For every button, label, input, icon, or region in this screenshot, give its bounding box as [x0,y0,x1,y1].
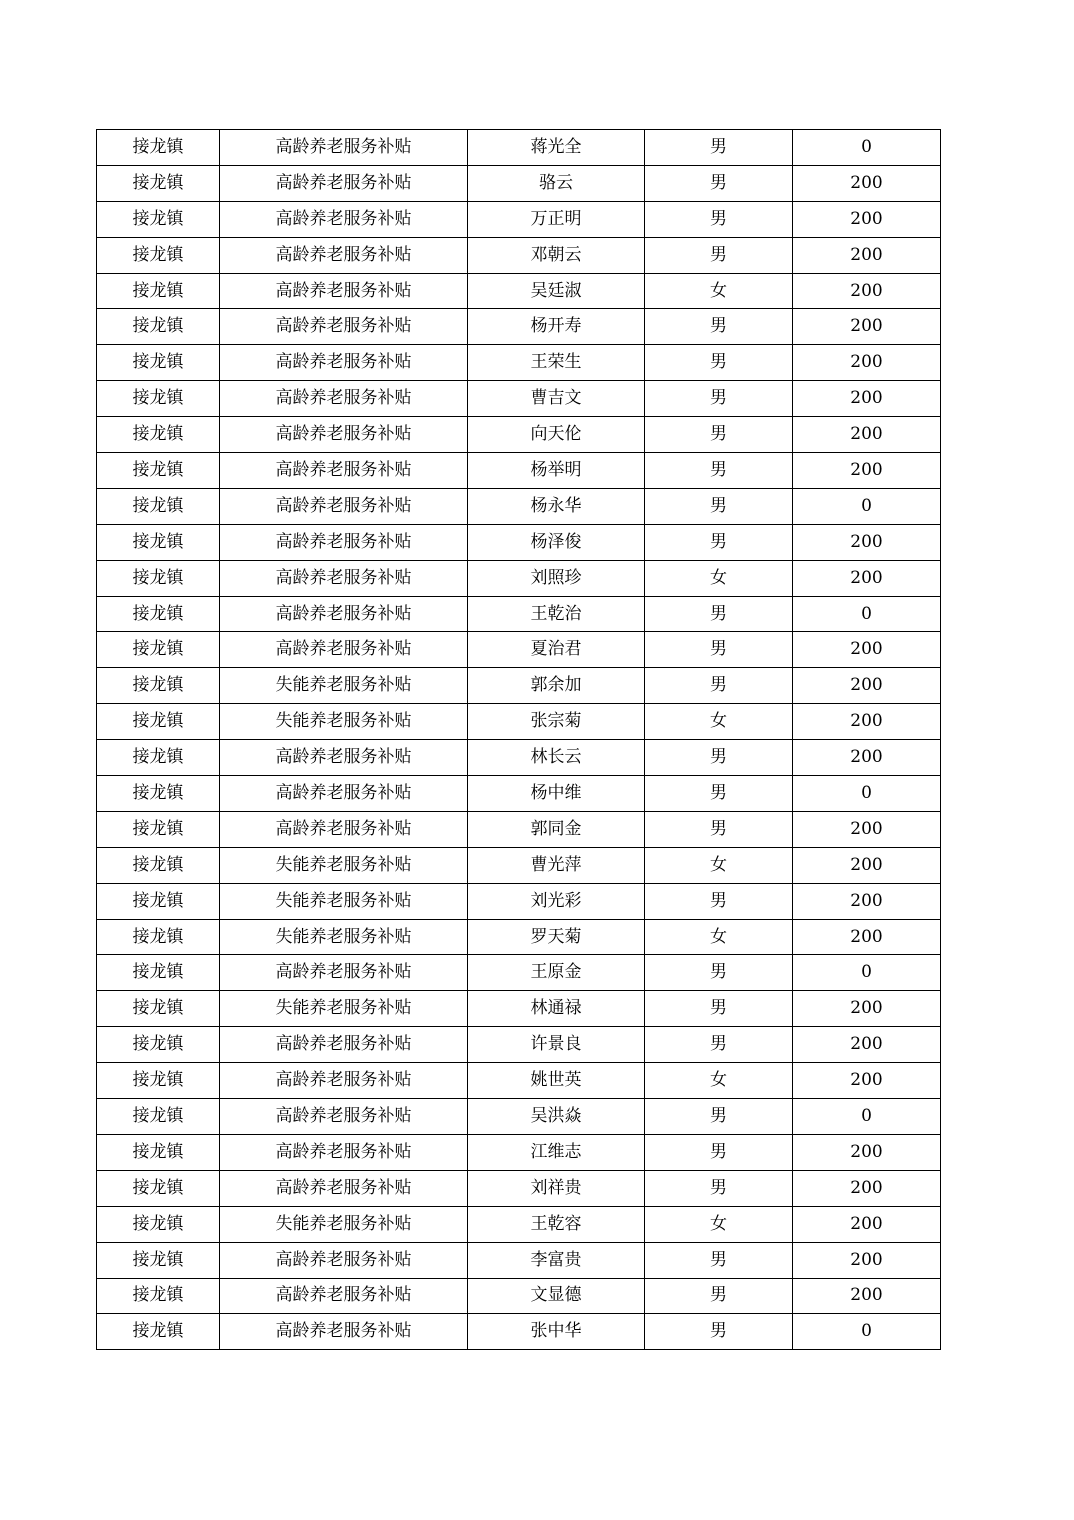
name-cell: 刘祥贵 [468,1170,645,1206]
amount-cell: 200 [793,453,941,489]
town-cell: 接龙镇 [97,560,220,596]
town-cell: 接龙镇 [97,130,220,166]
amount-cell: 200 [793,1242,941,1278]
subsidy-type-cell: 高龄养老服务补贴 [220,1099,468,1135]
amount-cell: 200 [793,811,941,847]
name-cell: 杨举明 [468,453,645,489]
name-cell: 张宗菊 [468,704,645,740]
amount-cell: 200 [793,273,941,309]
town-cell: 接龙镇 [97,811,220,847]
amount-cell: 0 [793,130,941,166]
table-row [97,1206,941,1242]
subsidy-type-cell: 高龄养老服务补贴 [220,1134,468,1170]
table-row [97,811,941,847]
subsidy-type-cell: 高龄养老服务补贴 [220,453,468,489]
table-row [97,991,941,1027]
table-row [97,776,941,812]
town-cell: 接龙镇 [97,632,220,668]
subsidy-type-cell: 失能养老服务补贴 [220,919,468,955]
gender-cell: 女 [645,273,793,309]
amount-cell: 200 [793,237,941,273]
gender-cell: 男 [645,309,793,345]
subsidy-type-cell: 高龄养老服务补贴 [220,740,468,776]
town-cell: 接龙镇 [97,345,220,381]
name-cell: 罗天菊 [468,919,645,955]
amount-cell: 200 [793,1278,941,1314]
gender-cell: 女 [645,560,793,596]
table-row [97,453,941,489]
gender-cell: 男 [645,345,793,381]
amount-cell: 200 [793,524,941,560]
town-cell: 接龙镇 [97,309,220,345]
table-row [97,201,941,237]
subsidy-type-cell: 高龄养老服务补贴 [220,309,468,345]
amount-cell: 200 [793,919,941,955]
town-cell: 接龙镇 [97,273,220,309]
amount-cell: 200 [793,345,941,381]
amount-cell: 0 [793,1099,941,1135]
subsidy-type-cell: 失能养老服务补贴 [220,883,468,919]
town-cell: 接龙镇 [97,488,220,524]
name-cell: 许景良 [468,1027,645,1063]
amount-cell: 200 [793,668,941,704]
gender-cell: 男 [645,201,793,237]
gender-cell: 男 [645,632,793,668]
gender-cell: 男 [645,740,793,776]
name-cell: 蒋光全 [468,130,645,166]
town-cell: 接龙镇 [97,1063,220,1099]
table-row [97,130,941,166]
gender-cell: 男 [645,811,793,847]
name-cell: 万正明 [468,201,645,237]
name-cell: 郭余加 [468,668,645,704]
table-row [97,381,941,417]
table-row [97,1099,941,1135]
amount-cell: 200 [793,632,941,668]
table-row [97,740,941,776]
amount-cell: 200 [793,1170,941,1206]
gender-cell: 男 [645,130,793,166]
table-row [97,309,941,345]
name-cell: 王荣生 [468,345,645,381]
gender-cell: 女 [645,1206,793,1242]
town-cell: 接龙镇 [97,1027,220,1063]
name-cell: 王原金 [468,955,645,991]
name-cell: 杨泽俊 [468,524,645,560]
town-cell: 接龙镇 [97,883,220,919]
table-row [97,1170,941,1206]
gender-cell: 男 [645,596,793,632]
town-cell: 接龙镇 [97,847,220,883]
name-cell: 姚世英 [468,1063,645,1099]
gender-cell: 男 [645,776,793,812]
table-row [97,1242,941,1278]
gender-cell: 男 [645,1134,793,1170]
subsidy-type-cell: 高龄养老服务补贴 [220,201,468,237]
gender-cell: 男 [645,991,793,1027]
amount-cell: 0 [793,955,941,991]
gender-cell: 男 [645,1242,793,1278]
amount-cell: 0 [793,596,941,632]
gender-cell: 女 [645,704,793,740]
subsidy-type-cell: 高龄养老服务补贴 [220,1170,468,1206]
town-cell: 接龙镇 [97,1242,220,1278]
gender-cell: 女 [645,847,793,883]
name-cell: 杨永华 [468,488,645,524]
table-row [97,345,941,381]
gender-cell: 男 [645,453,793,489]
gender-cell: 男 [645,955,793,991]
table-row [97,488,941,524]
table-row [97,1027,941,1063]
subsidy-type-cell: 高龄养老服务补贴 [220,1314,468,1350]
town-cell: 接龙镇 [97,1099,220,1135]
table-row [97,560,941,596]
subsidy-type-cell: 高龄养老服务补贴 [220,632,468,668]
town-cell: 接龙镇 [97,955,220,991]
amount-cell: 200 [793,560,941,596]
subsidy-type-cell: 高龄养老服务补贴 [220,1063,468,1099]
table-row [97,524,941,560]
table-row [97,1278,941,1314]
subsidy-type-cell: 高龄养老服务补贴 [220,273,468,309]
gender-cell: 男 [645,381,793,417]
amount-cell: 200 [793,1027,941,1063]
name-cell: 江维志 [468,1134,645,1170]
table-row [97,955,941,991]
amount-cell: 200 [793,165,941,201]
name-cell: 曹光萍 [468,847,645,883]
subsidy-type-cell: 高龄养老服务补贴 [220,776,468,812]
subsidy-type-cell: 高龄养老服务补贴 [220,1027,468,1063]
amount-cell: 200 [793,309,941,345]
name-cell: 李富贵 [468,1242,645,1278]
name-cell: 刘光彩 [468,883,645,919]
subsidy-table [96,129,941,1350]
table-row [97,632,941,668]
gender-cell: 男 [645,883,793,919]
name-cell: 吴廷淑 [468,273,645,309]
gender-cell: 男 [645,1314,793,1350]
table-row [97,1063,941,1099]
gender-cell: 男 [645,417,793,453]
gender-cell: 男 [645,668,793,704]
name-cell: 曹吉文 [468,381,645,417]
name-cell: 王乾治 [468,596,645,632]
subsidy-type-cell: 失能养老服务补贴 [220,847,468,883]
amount-cell: 0 [793,1314,941,1350]
amount-cell: 200 [793,740,941,776]
amount-cell: 200 [793,847,941,883]
gender-cell: 男 [645,237,793,273]
name-cell: 杨中维 [468,776,645,812]
table-row [97,704,941,740]
gender-cell: 男 [645,488,793,524]
name-cell: 王乾容 [468,1206,645,1242]
subsidy-type-cell: 高龄养老服务补贴 [220,560,468,596]
gender-cell: 男 [645,165,793,201]
town-cell: 接龙镇 [97,919,220,955]
table-row [97,847,941,883]
table-row [97,668,941,704]
town-cell: 接龙镇 [97,776,220,812]
name-cell: 夏治君 [468,632,645,668]
subsidy-type-cell: 高龄养老服务补贴 [220,488,468,524]
amount-cell: 200 [793,201,941,237]
gender-cell: 男 [645,1099,793,1135]
subsidy-type-cell: 高龄养老服务补贴 [220,524,468,560]
gender-cell: 男 [645,1278,793,1314]
gender-cell: 女 [645,919,793,955]
town-cell: 接龙镇 [97,201,220,237]
town-cell: 接龙镇 [97,237,220,273]
name-cell: 刘照珍 [468,560,645,596]
town-cell: 接龙镇 [97,524,220,560]
town-cell: 接龙镇 [97,1278,220,1314]
amount-cell: 200 [793,1134,941,1170]
amount-cell: 0 [793,776,941,812]
amount-cell: 200 [793,1063,941,1099]
town-cell: 接龙镇 [97,1134,220,1170]
town-cell: 接龙镇 [97,596,220,632]
subsidy-type-cell: 高龄养老服务补贴 [220,955,468,991]
table-row [97,273,941,309]
table-row [97,237,941,273]
subsidy-type-cell: 高龄养老服务补贴 [220,1278,468,1314]
amount-cell: 0 [793,488,941,524]
name-cell: 文显德 [468,1278,645,1314]
town-cell: 接龙镇 [97,704,220,740]
subsidy-type-cell: 失能养老服务补贴 [220,668,468,704]
amount-cell: 200 [793,417,941,453]
town-cell: 接龙镇 [97,381,220,417]
gender-cell: 女 [645,1063,793,1099]
town-cell: 接龙镇 [97,991,220,1027]
name-cell: 骆云 [468,165,645,201]
subsidy-type-cell: 失能养老服务补贴 [220,991,468,1027]
subsidy-type-cell: 高龄养老服务补贴 [220,811,468,847]
subsidy-type-cell: 失能养老服务补贴 [220,1206,468,1242]
table-row [97,1134,941,1170]
amount-cell: 200 [793,704,941,740]
table-row [97,417,941,453]
town-cell: 接龙镇 [97,453,220,489]
name-cell: 林长云 [468,740,645,776]
subsidy-type-cell: 高龄养老服务补贴 [220,1242,468,1278]
town-cell: 接龙镇 [97,165,220,201]
name-cell: 张中华 [468,1314,645,1350]
town-cell: 接龙镇 [97,417,220,453]
name-cell: 林通禄 [468,991,645,1027]
gender-cell: 男 [645,1170,793,1206]
subsidy-type-cell: 高龄养老服务补贴 [220,237,468,273]
town-cell: 接龙镇 [97,1206,220,1242]
town-cell: 接龙镇 [97,1170,220,1206]
gender-cell: 男 [645,1027,793,1063]
town-cell: 接龙镇 [97,668,220,704]
gender-cell: 男 [645,524,793,560]
table-row [97,596,941,632]
subsidy-type-cell: 高龄养老服务补贴 [220,381,468,417]
amount-cell: 200 [793,883,941,919]
town-cell: 接龙镇 [97,1314,220,1350]
subsidy-type-cell: 高龄养老服务补贴 [220,130,468,166]
subsidy-type-cell: 失能养老服务补贴 [220,704,468,740]
town-cell: 接龙镇 [97,740,220,776]
name-cell: 邓朝云 [468,237,645,273]
table-row [97,165,941,201]
amount-cell: 200 [793,381,941,417]
amount-cell: 200 [793,991,941,1027]
name-cell: 吴洪焱 [468,1099,645,1135]
subsidy-type-cell: 高龄养老服务补贴 [220,596,468,632]
subsidy-type-cell: 高龄养老服务补贴 [220,417,468,453]
name-cell: 向天伦 [468,417,645,453]
table-row [97,883,941,919]
subsidy-type-cell: 高龄养老服务补贴 [220,165,468,201]
name-cell: 杨开寿 [468,309,645,345]
subsidy-table-body [97,130,941,1350]
subsidy-type-cell: 高龄养老服务补贴 [220,345,468,381]
name-cell: 郭同金 [468,811,645,847]
table-row [97,919,941,955]
table-row [97,1314,941,1350]
amount-cell: 200 [793,1206,941,1242]
